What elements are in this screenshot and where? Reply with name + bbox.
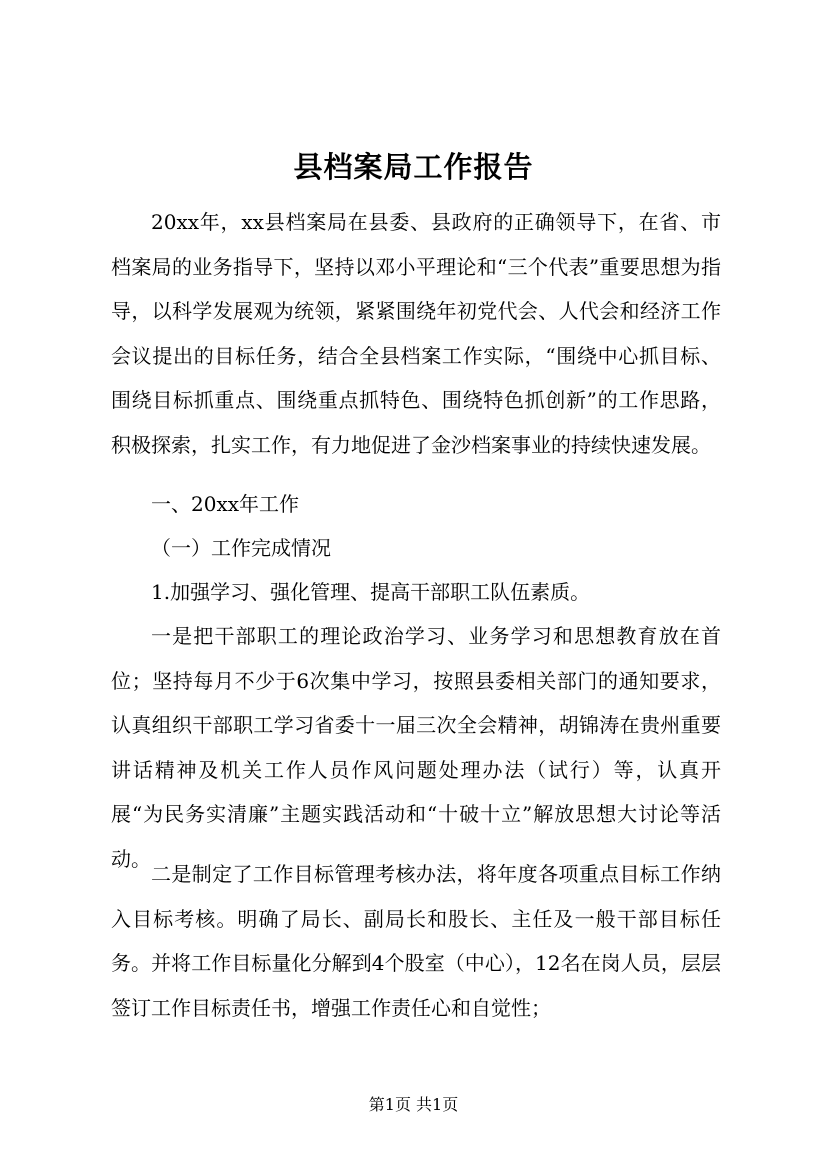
section-heading-1: 一、20xx年工作 [151,492,300,516]
paragraph-targets: 二是制定了工作目标管理考核办法，将年度各项重点目标工作纳入目标考核。明确了局长、副局长和股长、主任及一般干部目标任务。并将工作目标量化分解到4个股室（中心），12名在岗人员，层层签订工作目标责任书，增强工作责任心和自觉性； [111,862,721,1020]
document-title: 县档案局工作报告 [293,150,534,184]
paragraph-study: 一是把干部职工的理论政治学习、业务学习和思想教育放在首位；坚持每月不少于6次集中学习，按照县委相关部门的通知要求，认真组织干部职工学习省委十一届三次全会精神，胡锦涛在贵州重要讲话精神及机关工作人员作风问题处理办法（试行）等，认真开展“为民务实清廉”主题实践活动和“十破十立”解放思想大讨论等活动。 [111,624,721,871]
page-footer: 第1页 共1页 [368,1095,459,1114]
paragraph-intro: 20xx年，xx县档案局在县委、县政府的正确领导下，在省、市档案局的业务指导下，坚持以邓小平理论和“三个代表”重要思想为指导，以科学发展观为统领，紧紧围绕年初党代会、人代会和经济工作会议提出的目标任务，结合全县档案工作实际，“围绕中心抓目标、围绕目标抓重点、围绕重点抓特色、围绕特色抓创新”的工作思路，积极探索，扎实工作，有力地促进了金沙档案事业的持续快速发展。 [111,210,721,457]
item-heading-1: 1.加强学习、强化管理、提高干部职工队伍素质。 [151,580,591,604]
subsection-heading-1: （一）工作完成情况 [151,536,331,560]
